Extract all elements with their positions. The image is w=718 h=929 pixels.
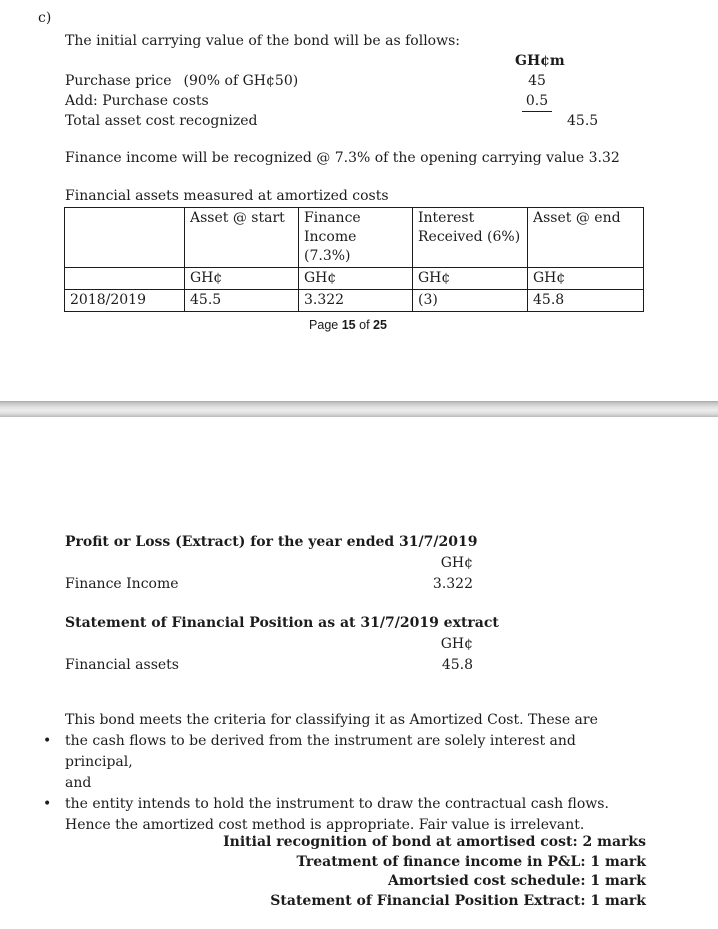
row-amount: 45 [528, 73, 546, 89]
amortized-cost-table [64, 207, 644, 312]
sofp-extract-title: Statement of Financial Position as at 31/7/2019 extract [65, 615, 499, 631]
currency-cell: GH¢ [185, 268, 299, 290]
header-cell: Asset @ end [528, 208, 644, 268]
header-cell: Asset @ start [185, 208, 299, 268]
header-cell: Finance Income (7.3%) [299, 208, 413, 268]
classification-discussion [40, 710, 646, 836]
schedule-row-purchase-costs [65, 91, 646, 111]
marks-line: Statement of Financial Position Extract: 1 mark [270, 892, 646, 909]
sofp-currency-header: GH¢ [440, 636, 473, 652]
schedule-row-purchase-price [65, 71, 646, 91]
page-number-footer: Page 15 of 25 [309, 318, 387, 332]
section-label: c) [38, 10, 52, 26]
row-label: Add: Purchase costs [65, 93, 209, 109]
header-cell: Interest Received (6%) [413, 208, 528, 268]
currency-cell: GH¢ [299, 268, 413, 290]
bullet-item [40, 794, 646, 836]
table-caption: Financial assets measured at amortized costs [65, 188, 389, 204]
row-label: Purchase price [65, 73, 172, 89]
intro-line: The initial carrying value of the bond will be as follows: [65, 33, 460, 49]
row-amount: 45.8 [441, 657, 473, 673]
row-label: Finance Income [65, 576, 179, 592]
currency-cell: GH¢ [413, 268, 528, 290]
data-cell-asset-end: 45.8 [528, 290, 644, 312]
initial-carrying-value-schedule [65, 31, 646, 131]
marks-line: Initial recognition of bond at amortised cost: 2 marks [223, 834, 646, 850]
currency-header: GH¢m [515, 53, 565, 69]
pl-row-finance-income [65, 574, 473, 595]
row-total: 45.5 [567, 113, 599, 129]
currency-cell: GH¢ [528, 268, 644, 290]
bullet-marker: • [43, 733, 52, 749]
marks-line: Amortsied cost schedule: 1 mark [387, 873, 646, 889]
data-cell-period: 2018/2019 [65, 290, 185, 312]
financial-position-extract [65, 613, 499, 676]
schedule-row-total [65, 111, 646, 131]
bullet-text: the cash flows to be derived from the instrument are solely interest and principal, and [65, 733, 576, 791]
discussion-intro: This bond meets the criteria for classifying it as Amortized Cost. These are [65, 712, 598, 728]
bullet-marker: • [43, 796, 52, 812]
pl-currency-header: GH¢ [440, 555, 473, 571]
data-cell-asset-start: 45.5 [185, 290, 299, 312]
profit-or-loss-extract [65, 532, 478, 595]
row-amount-underlined: 0.5 [522, 93, 552, 112]
finance-income-note: Finance income will be recognized @ 7.3% of the opening carrying value 3.32 [65, 150, 620, 166]
bullet-item [40, 731, 646, 794]
pl-extract-title: Profit or Loss (Extract) for the year ended 31/7/2019 [65, 534, 478, 550]
row-note: (90% of GH¢50) [183, 73, 299, 89]
total-page-number: 25 [373, 318, 387, 332]
data-cell-interest-received: (3) [413, 290, 528, 312]
data-cell-finance-income: 3.322 [299, 290, 413, 312]
page-break-divider [0, 401, 718, 417]
table-header-row [65, 208, 644, 268]
row-label: Total asset cost recognized [65, 113, 258, 129]
row-label: Financial assets [65, 657, 179, 673]
header-cell [65, 208, 185, 268]
table-data-row [65, 290, 644, 312]
table-currency-row [65, 268, 644, 290]
sofp-row-financial-assets [65, 655, 473, 676]
row-amount: 3.322 [432, 576, 473, 592]
current-page-number: 15 [341, 318, 356, 332]
currency-header-row [65, 51, 646, 71]
bullet-text: the entity intends to hold the instrument to draw the contractual cash flows. Hence the amortized cost method is appropriate. Fair value is irrelevant. [65, 796, 609, 833]
marks-line: Treatment of finance income in P&L: 1 mark [296, 853, 646, 870]
marks-allocation [65, 833, 646, 911]
currency-cell [65, 268, 185, 290]
